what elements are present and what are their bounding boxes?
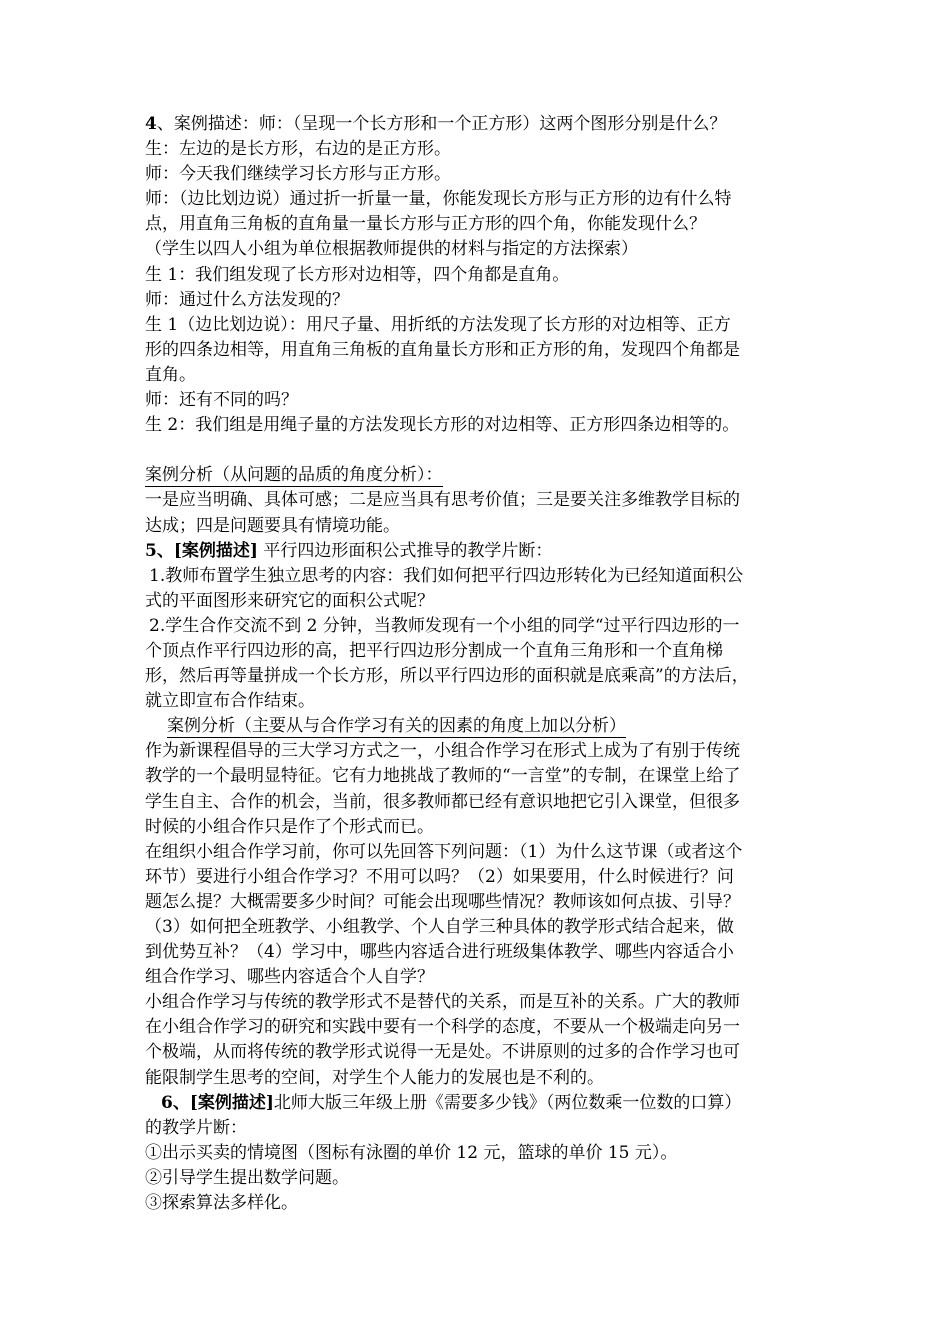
paragraph-line: 师：今天我们继续学习长方形与正方形。 [145,164,451,185]
paragraph-line: 小组合作学习与传统的教学形式不是替代的关系，而是互补的关系。广大的教师 [145,992,740,1013]
paragraph-line: 生 1：我们组发现了长方形对边相等，四个角都是直角。 [145,264,570,285]
paragraph-line: 个顶点作平行四边形的高，把平行四边形分割成一个直角三角形和一个直角梯 [145,640,723,661]
blank-line [145,438,810,463]
paragraph-line: 能限制学生思考的空间，对学生个人能力的发展也是不利的。 [145,1067,604,1088]
line-text: 北师大版三年级上册《需要多少钱》（两位数乘一位数的口算） [273,1092,742,1113]
section-heading: 5、[案例描述] [145,540,258,561]
paragraph-line: 时候的小组合作只是作了个形式而已。 [145,816,434,837]
paragraph-line: 到优势互补？（4）学习中，哪些内容适合进行班级集体教学、哪些内容适合小 [145,942,734,963]
paragraph-line: 1.教师布置学生独立思考的内容：我们如何把平行四边形转化为已经知道面积公 [149,565,744,586]
paragraph-line: 式的平面图形来研究它的面积公式呢？ [145,590,434,611]
paragraph-line: 作为新课程倡导的三大学习方式之一，小组合作学习在形式上成为了有别于传统 [145,741,740,762]
paragraph-line: 学生自主、合作的机会，当前，很多教师都已经有意识地把它引入课堂，但很多 [145,791,740,812]
document-page [145,112,810,1216]
section-heading: 6、[案例描述] [161,1092,274,1113]
paragraph-line: 达成；四是问题要具有情境功能。 [145,515,400,536]
paragraph-line: 的教学片断： [145,1117,247,1138]
paragraph-line: 生 2：我们组是用绳子量的方法发现长方形的对边相等、正方形四条边相等的。 [145,415,740,436]
paragraph-line: （学生以四人小组为单位根据教师提供的材料与指定的方法探索） [145,239,638,260]
section-heading-underlined: 案例分析（主要从与合作学习有关的因素的角度上加以分析） [167,716,626,737]
paragraph-line [145,463,810,488]
paragraph-line: 组合作学习、哪些内容适合个人自学？ [145,967,434,988]
paragraph-line: 一是应当明确、具体可感；二是应当具有思考价值；三是要关注多维教学目标的 [145,490,740,511]
paragraph-line: 教学的一个最明显特征。它有力地挑战了教师的“一言堂”的专制，在课堂上给了 [145,766,741,787]
paragraph-line: 生 1（边比划边说）：用尺子量、用折纸的方法发现了长方形的对边相等、正方 [145,314,731,335]
paragraph-line: ①出示买卖的情境图（图标有泳圈的单价 12 元，篮球的单价 15 元）。 [145,1142,678,1163]
paragraph-line: 就立即宣布合作结束。 [145,691,315,712]
paragraph-line: 形，然后再等量拼成一个长方形，所以平行四边形的面积就是底乘高”的方法后， [145,666,749,687]
paragraph-line: 2.学生合作交流不到 2 分钟，当教师发现有一个小组的同学“过平行四边形的一 [149,615,740,636]
line-text: 平行四边形面积公式推导的教学片断： [257,540,553,561]
paragraph-line: ③探索算法多样化。 [145,1193,298,1214]
paragraph-line: 师：（边比划边说）通过折一折量一量，你能发现长方形与正方形的边有什么特 [145,189,732,210]
paragraph-line: 在小组合作学习的研究和实践中要有一个科学的态度，不要从一个极端走向另一 [145,1017,740,1038]
paragraph-line [145,714,810,739]
paragraph-line: 环节）要进行小组合作学习？不用可以吗？（2）如果要用，什么时候进行？问 [145,866,734,887]
paragraph-line: 在组织小组合作学习前，你可以先回答下列问题：（1）为什么这节课（或者这个 [145,841,743,862]
paragraph-line: 题怎么提？大概需要多少时间？可能会出现哪些情况？教师该如何点拔、引导？ [145,891,740,912]
paragraph-line [145,539,810,564]
paragraph-line: 个极端，从而将传统的教学形式说得一无是处。不讲原则的过多的合作学习也可 [145,1042,740,1063]
section-number: 4 [145,114,157,134]
paragraph-line: 形的四条边相等，用直角三角板的直角量长方形和正方形的角，发现四个角都是 [145,339,740,360]
paragraph-line [145,112,810,137]
line-text: 、案例描述：师：（呈现一个长方形和一个正方形）这两个图形分别是什么？ [156,114,727,134]
paragraph-line: 师：还有不同的吗？ [145,390,298,411]
paragraph-line: 点，用直角三角板的直角量一量长方形与正方形的四个角，你能发现什么？ [145,214,706,235]
paragraph-line: 生：左边的是长方形，右边的是正方形。 [145,139,451,160]
paragraph-line [145,1091,810,1116]
paragraph-line: （3）如何把全班教学、小组教学、个人自学三种具体的教学形式结合起来，做 [145,917,734,937]
paragraph-line: 直角。 [145,364,196,385]
section-heading-underlined: 案例分析（从问题的品质的角度分析）： [145,465,443,486]
paragraph-line: 师：通过什么方法发现的？ [145,289,349,310]
paragraph-line: ②引导学生提出数学问题。 [145,1167,349,1188]
